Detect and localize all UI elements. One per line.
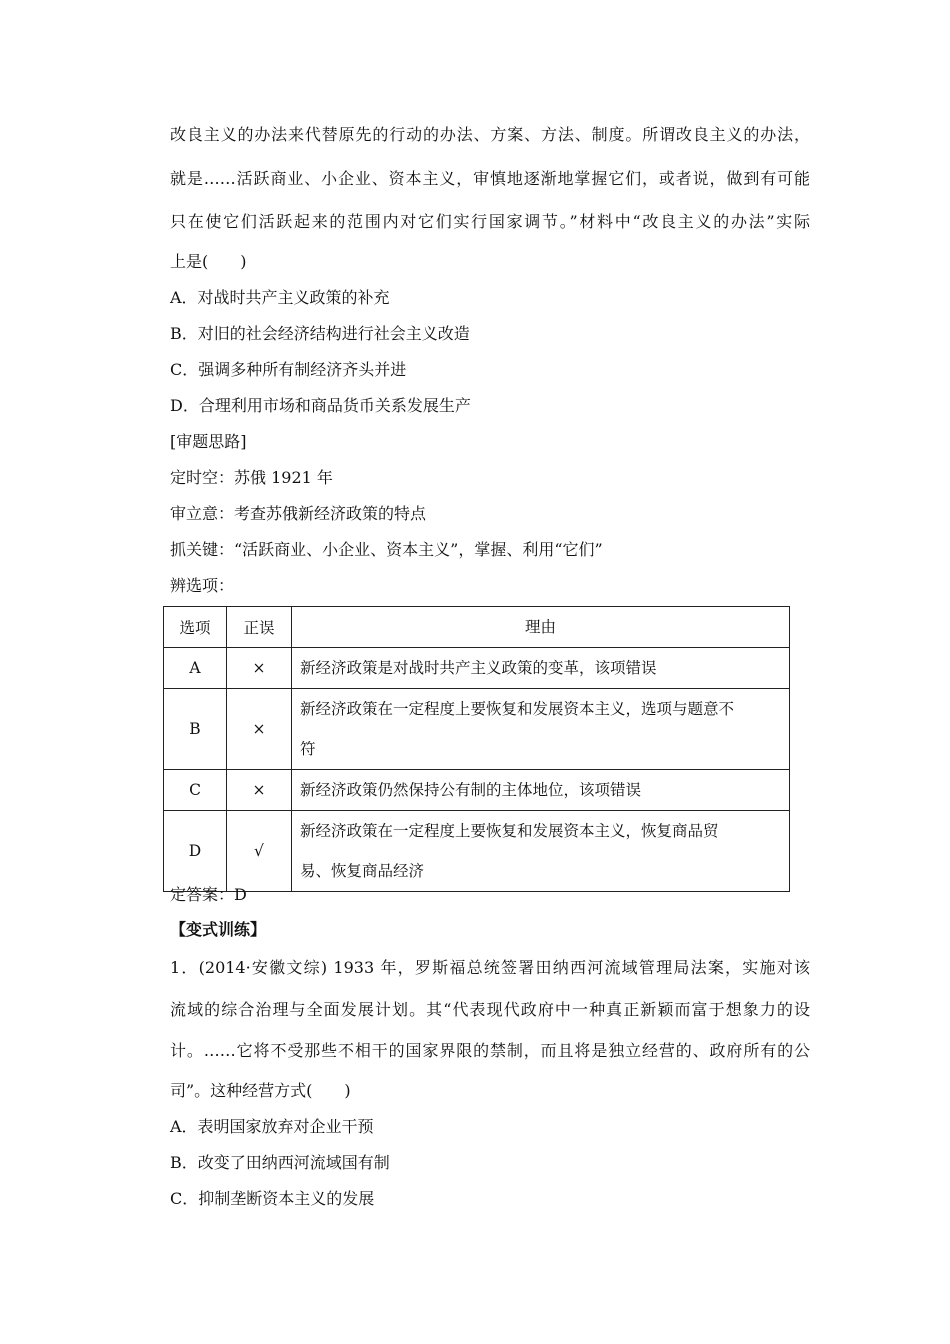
table-cell-reason: 新经济政策是对战时共产主义政策的变革，该项错误: [292, 648, 790, 689]
table-cell-option: A: [164, 648, 227, 689]
q2-stem-line-3: 计。……它将不受那些不相干的国家界限的禁制，而且将是独立经营的、政府所有的公: [170, 1041, 810, 1060]
table-header-reason: 理由: [292, 607, 790, 648]
table-header-correct: 正误: [227, 607, 292, 648]
table-row: [164, 689, 790, 770]
q2-option-b: B．改变了田纳西河流域国有制: [170, 1153, 390, 1172]
passage-line-2: 就是……活跃商业、小企业、资本主义，审慎地逐渐地掌握它们，或者说，做到有可能: [170, 169, 810, 188]
table-cell-option: C: [164, 770, 227, 811]
table-cell-reason-line: 新经济政策在一定程度上要恢复和发展资本主义，恢复商品贸: [300, 822, 719, 840]
passage-line-1: 改良主义的办法来代替原先的行动的办法、方案、方法、制度。所谓改良主义的办法，: [170, 125, 810, 144]
table-cell-reason: [292, 689, 790, 770]
passage-line-4: 上是( ): [170, 252, 247, 271]
table-row: [164, 811, 790, 892]
section-heading: 【变式训练】: [170, 920, 267, 939]
table-cell-mark: ×: [227, 770, 292, 811]
table-cell-reason-line: 符: [300, 740, 316, 758]
q2-stem-line-4: 司”。这种经营方式( ): [170, 1081, 351, 1100]
table-cell-option: D: [164, 811, 227, 892]
table-cell-mark: ×: [227, 648, 292, 689]
option-a: A．对战时共产主义政策的补充: [170, 288, 390, 307]
table-cell-reason: 新经济政策仍然保持公有制的主体地位，该项错误: [292, 770, 790, 811]
analysis-options-label: 辨选项：: [170, 576, 235, 595]
table-cell-reason: [292, 811, 790, 892]
options-table: [163, 606, 790, 892]
answer-line: 定答案：D: [170, 885, 247, 904]
analysis-intent: 审立意：考查苏俄新经济政策的特点: [170, 504, 427, 523]
q2-option-c: C．抑制垄断资本主义的发展: [170, 1189, 375, 1208]
q2-stem-line-1: 1．(2014·安徽文综) 1933 年，罗斯福总统签署田纳西河流域管理局法案，实施对该: [170, 958, 810, 977]
table-cell-reason-line: 新经济政策在一定程度上要恢复和发展资本主义，选项与题意不: [300, 700, 735, 718]
table-row: [164, 648, 790, 689]
q2-option-a: A．表明国家放弃对企业干预: [170, 1117, 374, 1136]
option-c: C．强调多种所有制经济齐头并进: [170, 360, 407, 379]
table-cell-mark: √: [227, 811, 292, 892]
table-row: [164, 770, 790, 811]
table-header-row: [164, 607, 790, 648]
table-header-option: 选项: [164, 607, 227, 648]
analysis-time: 定时空：苏俄 1921 年: [170, 468, 333, 487]
option-d: D．合理利用市场和商品货币关系发展生产: [170, 396, 471, 415]
table-cell-reason-line: 易、恢复商品经济: [300, 862, 425, 880]
table-cell-option: B: [164, 689, 227, 770]
analysis-heading: [审题思路]: [170, 432, 247, 451]
passage-line-3: 只在使它们活跃起来的范围内对它们实行国家调节。”材料中“改良主义的办法”实际: [170, 212, 810, 231]
option-b: B．对旧的社会经济结构进行社会主义改造: [170, 324, 470, 343]
analysis-keys: 抓关键：“活跃商业、小企业、资本主义”，掌握、利用“它们”: [170, 540, 603, 559]
table-cell-mark: ×: [227, 689, 292, 770]
q2-stem-line-2: 流域的综合治理与全面发展计划。其“代表现代政府中一种真正新颖而富于想象力的设: [170, 1000, 810, 1019]
